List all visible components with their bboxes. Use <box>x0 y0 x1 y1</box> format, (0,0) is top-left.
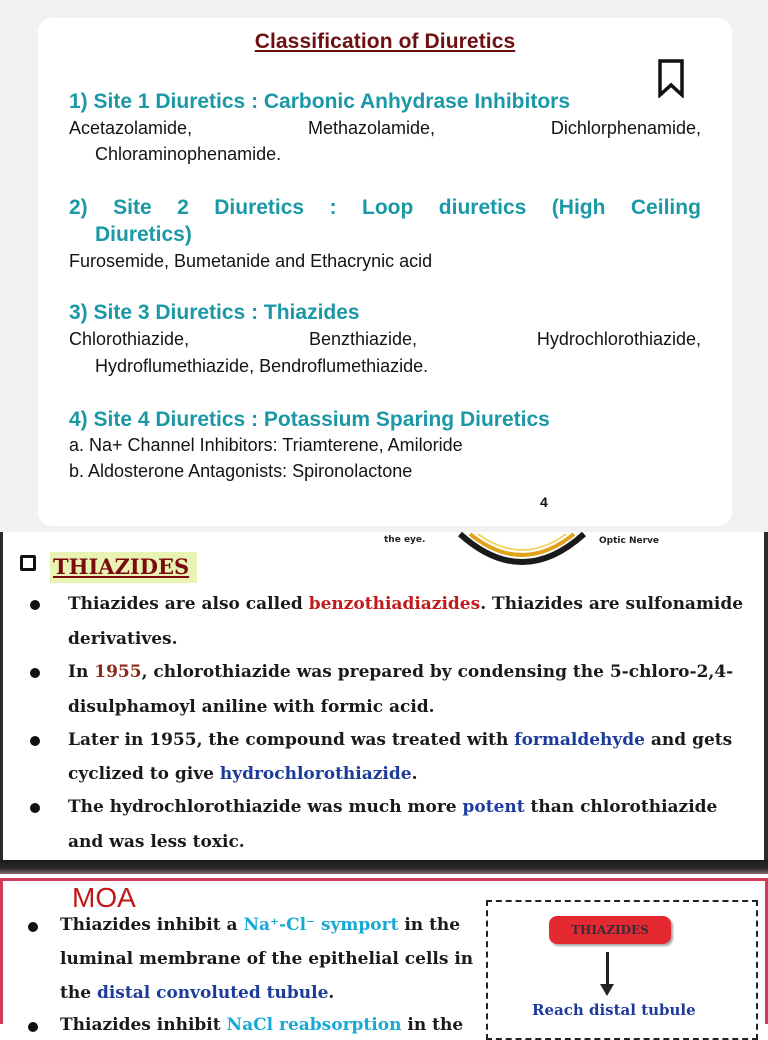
highlight-term: formaldehyde <box>514 730 645 750</box>
heading-word: : <box>329 196 337 219</box>
moa-line-4: Thiazides inhibit NaCl reabsorption in the <box>60 1015 464 1035</box>
drug-name: Hydrochlorothiazide, <box>536 329 701 349</box>
heading-word: Site <box>113 196 152 219</box>
drug-name: Methazolamide, <box>307 118 436 138</box>
moa-line-1: Thiazides inhibit a Na⁺-Cl⁻ symport in the <box>60 915 461 935</box>
arrow-head-icon <box>600 984 614 996</box>
slide-title: MOA <box>72 882 136 913</box>
highlight-term: benzothiadiazides <box>308 594 481 614</box>
moa-line-2: luminal membrane of the epithelial cells in <box>60 949 474 969</box>
section-4-line-a: a. Na+ Channel Inhibitors: Triamterene, Amiloride <box>69 435 463 455</box>
bullet-2-line-2: disulphamoyl aniline with formic acid. <box>68 697 435 717</box>
heading-word: Diuretics <box>214 196 305 219</box>
heading-word: 2) <box>69 196 88 219</box>
section-4-heading: 4) Site 4 Diuretics : Potassium Sparing Diuretics <box>69 408 550 431</box>
bullet-1-line-2: derivatives. <box>68 629 178 649</box>
section-2-heading <box>69 196 701 220</box>
bullet-icon <box>30 803 40 813</box>
slide-border <box>764 532 768 862</box>
bullet-icon <box>30 600 40 610</box>
eye-diagram-image <box>452 532 592 572</box>
section-1-heading: 1) Site 1 Diuretics : Carbonic Anhydrase Inhibitors <box>69 90 570 113</box>
diagram-node-thiazides: THIAZIDES <box>549 916 671 944</box>
heading-word: Ceiling <box>630 196 701 219</box>
bullet-icon <box>30 736 40 746</box>
slide-moa <box>0 878 768 1035</box>
slide-border <box>0 878 3 1024</box>
section-3-drugs-cont: Hydroflumethiazide, Bendroflumethiazide. <box>95 356 429 376</box>
slide-separator <box>0 860 768 874</box>
bullet-4-line-2: and was less toxic. <box>68 832 245 852</box>
bullet-2-line-1: In 1955, chlorothiazide was prepared by condensing the 5-chloro-2,4- <box>68 662 734 682</box>
highlight-term: potent <box>462 797 525 817</box>
bullet-3-line-2: cyclized to give hydrochlorothiazide. <box>68 764 418 784</box>
highlight-term: hydrochlorothiazide <box>219 764 412 784</box>
drug-name: Chlorothiazide, <box>69 329 190 349</box>
eye-label: the eye. <box>384 535 426 545</box>
highlight-term: Na⁺-Cl⁻ symport <box>243 915 399 935</box>
drug-name: Benzthiazide, <box>308 329 418 349</box>
section-3-heading: 3) Site 3 Diuretics : Thiazides <box>69 301 360 324</box>
slide-thiazides <box>0 532 768 862</box>
drug-name: Acetazolamide, <box>69 118 193 138</box>
section-2-drugs: Furosemide, Bumetanide and Ethacrynic acid <box>69 251 433 271</box>
moa-line-3: the distal convoluted tubule. <box>60 983 335 1003</box>
drug-name: Dichlorphenamide, <box>550 118 701 138</box>
slide-title: Classification of Diuretics <box>254 30 516 53</box>
section-4-line-b: b. Aldosterone Antagonists: Spironolactone <box>69 461 413 481</box>
bullet-icon <box>30 668 40 678</box>
heading-word: 2 <box>177 196 189 219</box>
slide-border <box>0 532 3 862</box>
optic-nerve-label: Optic Nerve <box>599 536 659 546</box>
bullet-icon <box>28 922 38 932</box>
section-1-drugs <box>69 118 701 139</box>
highlight-year: 1955 <box>94 662 142 682</box>
section-1-drugs-cont: Chloraminophenamide. <box>95 144 282 164</box>
heading-word: (High <box>551 196 606 219</box>
bookmark-icon[interactable] <box>656 58 686 98</box>
heading-word: diuretics <box>438 196 527 219</box>
arrow-down-icon <box>606 952 609 988</box>
bullet-3-line-1: Later in 1955, the compound was treated with formaldehyde and gets <box>68 730 733 750</box>
section-2-heading-cont: Diuretics) <box>95 223 192 246</box>
bullet-1-line-1: Thiazides are also called benzothiadiazides. Thiazides are sulfonamide <box>68 594 744 614</box>
highlight-term: NaCl reabsorption <box>226 1015 402 1035</box>
heading-word: Loop <box>362 196 414 219</box>
section-heading: THIAZIDES <box>50 552 197 583</box>
highlight-term: distal convoluted tubule <box>96 983 329 1003</box>
bullet-4-line-1: The hydrochlorothiazide was much more potent than chlorothiazide <box>68 797 718 817</box>
diagram-step-label: Reach distal tubule <box>532 1001 696 1019</box>
slide-border <box>0 878 768 881</box>
checkbox-bullet-icon <box>20 555 36 571</box>
page-number: 4 <box>540 494 548 510</box>
section-3-drugs <box>69 329 701 350</box>
